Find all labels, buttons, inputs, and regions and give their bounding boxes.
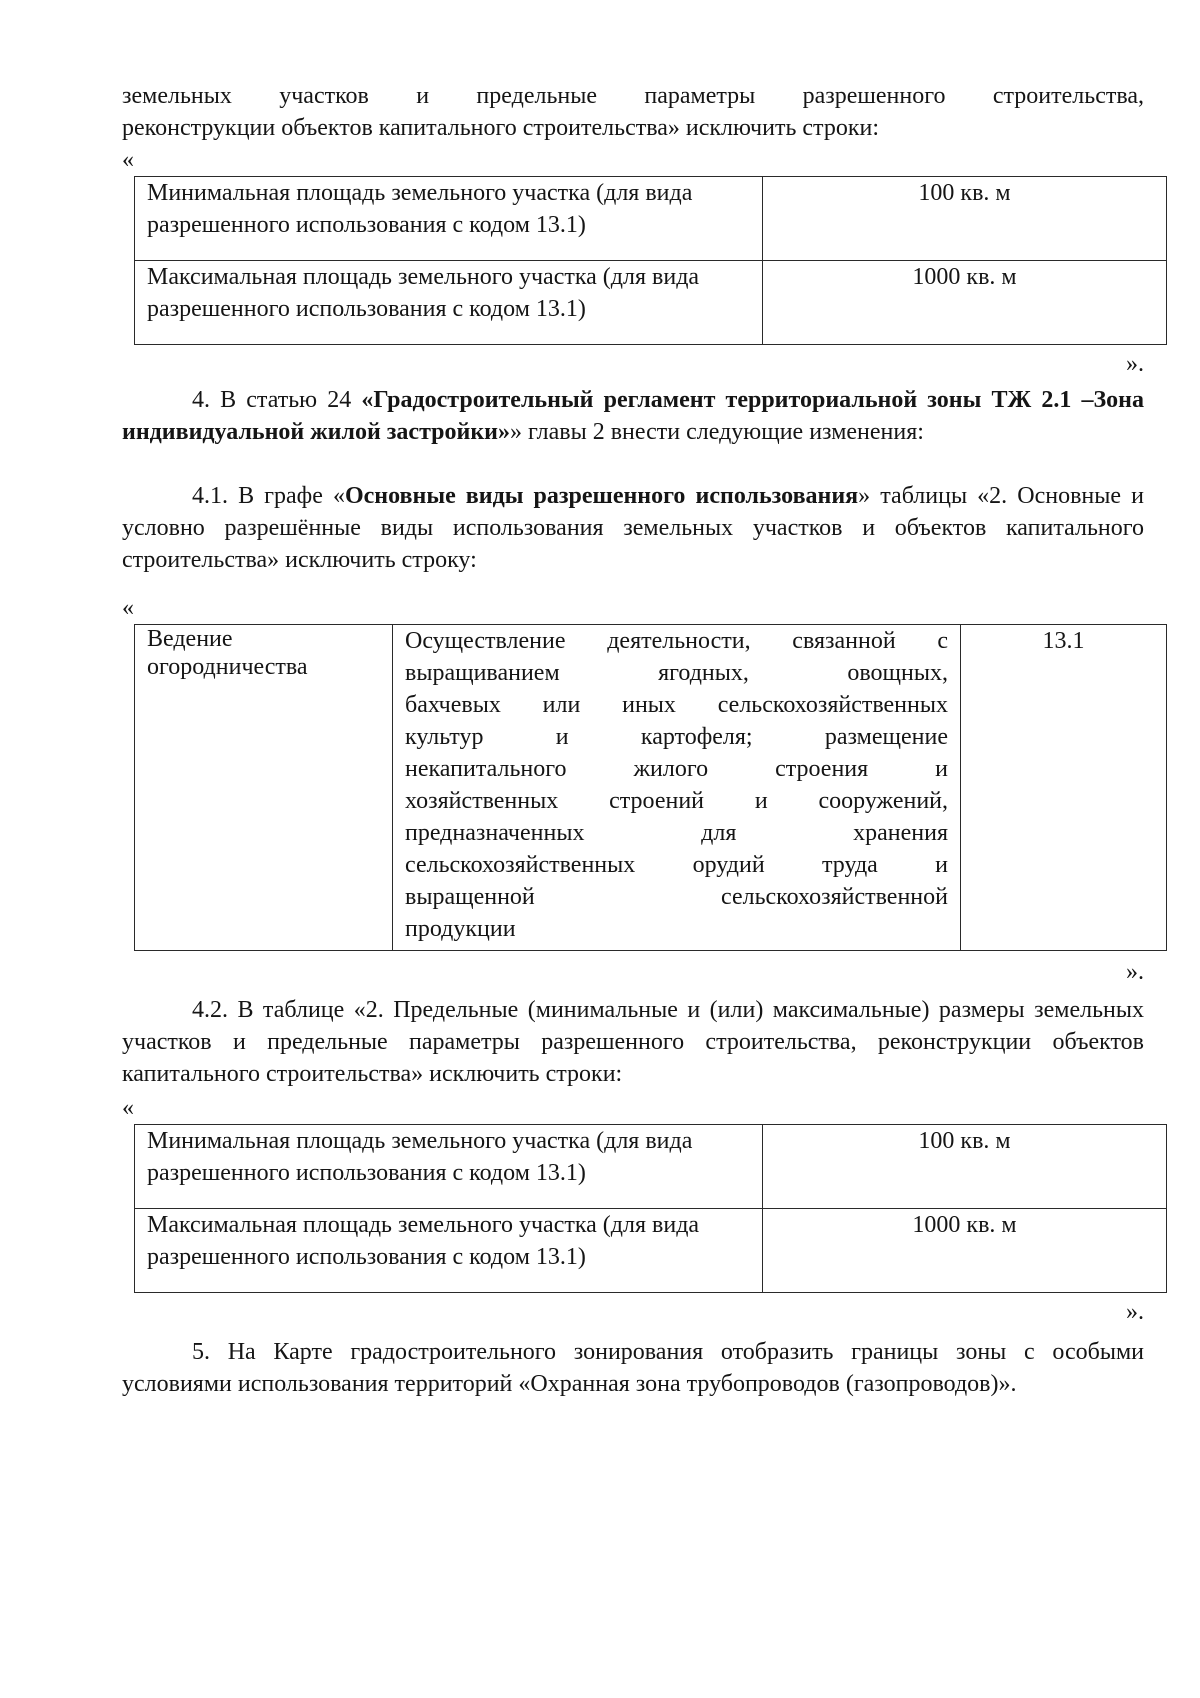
row-label: Максимальная площадь земельного участка (для вида разрешенного использования с кодом 13.1): [135, 1209, 763, 1293]
intro-paragraph: [122, 80, 1144, 144]
description-line: выращиванием ягодных, овощных,: [405, 660, 948, 686]
section-4-2-paragraph: [122, 994, 1144, 1090]
section-4-1-suffix: » таблицы «2. Основные и условно разрешённые виды использования земельных участков и объектов капитального строительства» исключить строку:: [122, 483, 1144, 573]
intro-line-2: реконструкции объектов капитального строительства» исключить строки:: [122, 115, 879, 141]
section-4-suffix: » главы 2 внести следующие изменения:: [510, 419, 924, 445]
usage-description: [393, 625, 961, 951]
section-4-prefix: 4. В статью 24: [192, 387, 362, 413]
description-line: бахчевых или иных сельскохозяйственных: [405, 692, 948, 718]
section-4-1-prefix: 4.1. В графе «: [192, 483, 345, 509]
section-4-1-paragraph: [122, 480, 1144, 576]
area-limits-table-2: [134, 1124, 1167, 1293]
section-4-1-bold: Основные виды разрешенного использования: [344, 483, 859, 509]
open-quote: «: [122, 1095, 134, 1121]
area-limits-table-1: [134, 176, 1167, 345]
description-line: выращенной сельскохозяйственной: [405, 884, 948, 910]
table-row: [135, 1209, 1167, 1293]
row-value: 1000 кв. м: [763, 1209, 1167, 1293]
description-line: хозяйственных строений и сооружений,: [405, 788, 948, 814]
table-row: [135, 1125, 1167, 1209]
usage-types-table: [134, 624, 1167, 951]
section-4-title: «Градостроительный регламент территориальной зоны ТЖ 2.1 –Зона индивидуальной жилой застройки»: [122, 387, 1144, 445]
description-line: продукции: [405, 916, 516, 942]
description-line: культур и картофеля; размещение: [405, 724, 948, 750]
row-value: 1000 кв. м: [763, 261, 1167, 345]
open-quote: «: [122, 147, 134, 173]
row-value: 100 кв. м: [763, 1125, 1167, 1209]
description-line: предназначенных для хранения: [405, 820, 948, 846]
description-line: сельскохозяйственных орудий труда и: [405, 852, 948, 878]
description-line: Осуществление деятельности, связанной с: [405, 628, 948, 654]
section-5-text: 5. На Карте градостроительного зонирования отобразить границы зоны с особыми условиями использования территорий «Охранная зона трубопроводов (газопроводов)».: [122, 1339, 1144, 1397]
table-row: [135, 177, 1167, 261]
description-line: некапитального жилого строения и: [405, 756, 948, 782]
close-quote: ».: [1126, 351, 1144, 377]
usage-code: 13.1: [961, 625, 1167, 951]
row-label: Максимальная площадь земельного участка (для вида разрешенного использования с кодом 13.1): [135, 261, 763, 345]
row-label: Минимальная площадь земельного участка (для вида разрешенного использования с кодом 13.1): [135, 1125, 763, 1209]
close-quote: ».: [1126, 959, 1144, 985]
row-value: 100 кв. м: [763, 177, 1167, 261]
section-4-paragraph: [122, 384, 1144, 448]
table-row: [135, 261, 1167, 345]
row-label: Минимальная площадь земельного участка (для вида разрешенного использования с кодом 13.1): [135, 177, 763, 261]
section-4-2-text: 4.2. В таблице «2. Предельные (минимальные и (или) максимальные) размеры земельных участков и предельные параметры разрешенного строительства, реконструкции объектов капитального строительства» исключить строки:: [122, 997, 1144, 1087]
close-quote: ».: [1126, 1299, 1144, 1325]
usage-name: Ведение огородничества: [135, 625, 393, 951]
intro-line-1: земельных участков и предельные параметры разрешенного строительства,: [122, 83, 1144, 109]
section-5-paragraph: [122, 1336, 1144, 1400]
table-row: [135, 625, 1167, 951]
open-quote: «: [122, 595, 134, 621]
